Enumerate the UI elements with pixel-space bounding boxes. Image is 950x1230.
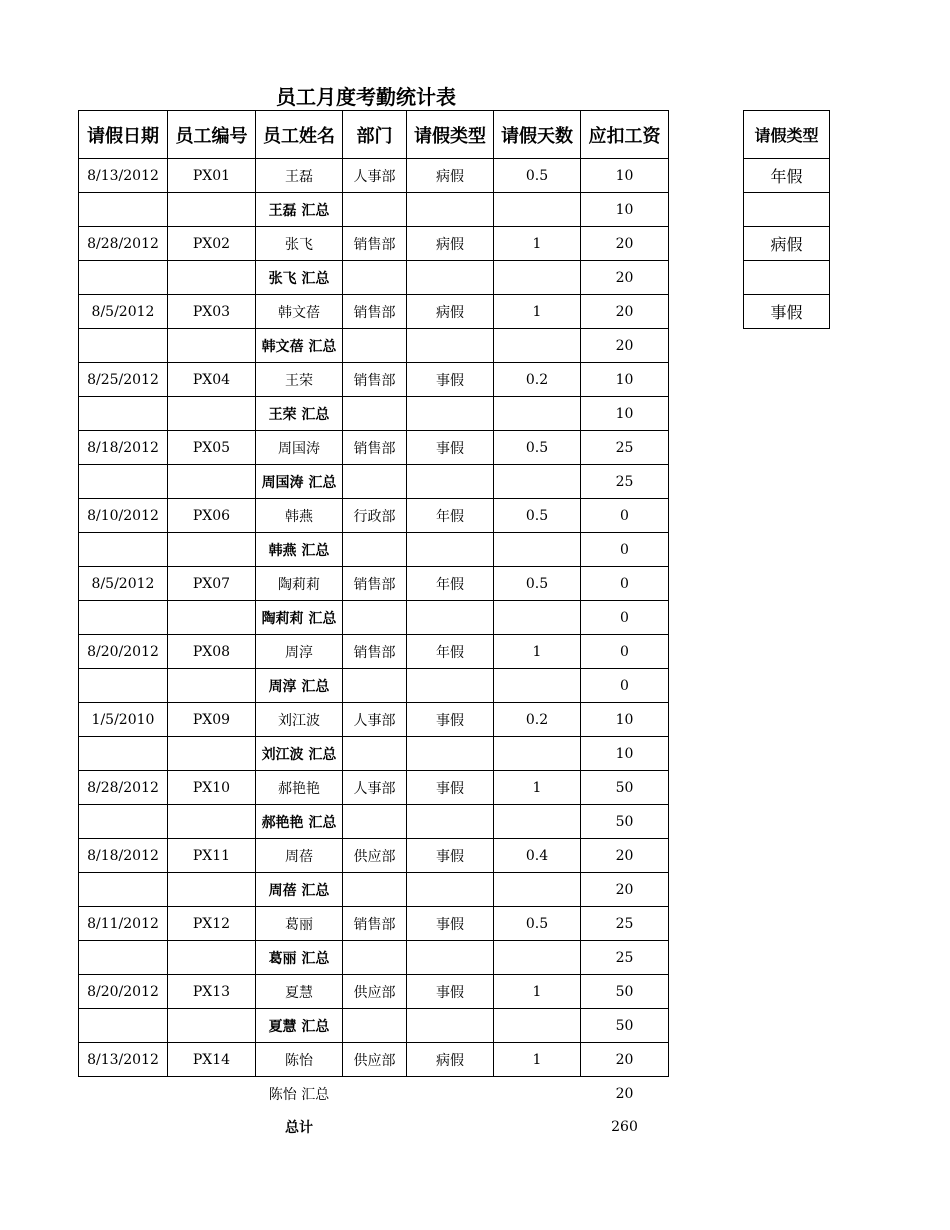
employee-id-cell[interactable]	[168, 737, 256, 771]
leave-type-cell[interactable]: 病假	[407, 227, 494, 261]
deduct-cell[interactable]: 50	[581, 1009, 669, 1043]
deduct-cell[interactable]: 10	[581, 363, 669, 397]
deduct-cell[interactable]: 25	[581, 941, 669, 975]
leave-days-cell[interactable]: 0.4	[494, 839, 581, 873]
employee-id-cell[interactable]	[168, 533, 256, 567]
date-cell[interactable]	[79, 465, 168, 499]
department-cell[interactable]	[343, 397, 407, 431]
employee-id-cell[interactable]: PX08	[168, 635, 256, 669]
name-cell[interactable]: 陈怡	[256, 1043, 343, 1077]
name-cell[interactable]: 张飞 汇总	[256, 261, 343, 295]
name-cell[interactable]: 刘江波	[256, 703, 343, 737]
table-row	[79, 1043, 669, 1077]
employee-id-cell[interactable]: PX12	[168, 907, 256, 941]
leave-type-cell[interactable]: 事假	[407, 907, 494, 941]
table-cell[interactable]	[168, 1077, 256, 1111]
employee-id-cell[interactable]	[168, 805, 256, 839]
employee-id-cell[interactable]	[168, 1009, 256, 1043]
employee-id-cell[interactable]	[168, 873, 256, 907]
employee-id-cell[interactable]: PX11	[168, 839, 256, 873]
name-cell[interactable]: 韩文蓓 汇总	[256, 329, 343, 363]
table-row	[79, 499, 669, 533]
leave-days-cell[interactable]	[494, 805, 581, 839]
name-cell[interactable]: 王荣 汇总	[256, 397, 343, 431]
side-header-row	[744, 111, 830, 159]
leave-days-cell[interactable]	[494, 737, 581, 771]
name-cell[interactable]: 周淳	[256, 635, 343, 669]
employee-id-cell[interactable]: PX01	[168, 159, 256, 193]
subtotal-row	[79, 465, 669, 499]
subtotal-name-cell[interactable]: 陈怡 汇总	[268, 1086, 330, 1103]
deduct-cell[interactable]: 0	[581, 567, 669, 601]
name-cell[interactable]: 周蓓 汇总	[256, 873, 343, 907]
date-cell[interactable]	[79, 805, 168, 839]
leave-days-cell[interactable]: 0.2	[494, 363, 581, 397]
name-cell[interactable]: 葛丽	[256, 907, 343, 941]
leave-type-cell[interactable]	[407, 737, 494, 771]
leave-type-cell[interactable]	[407, 193, 494, 227]
header-leave-type[interactable]: 请假类型	[407, 111, 494, 159]
side-row	[744, 227, 830, 261]
leave-days-cell[interactable]: 1	[494, 227, 581, 261]
side-cell[interactable]	[744, 261, 830, 295]
leave-type-cell[interactable]	[407, 941, 494, 975]
name-cell[interactable]: 周蓓	[256, 839, 343, 873]
name-cell[interactable]: 韩燕 汇总	[256, 533, 343, 567]
header-salary-deduction[interactable]: 应扣工资	[581, 111, 669, 159]
deduct-cell[interactable]: 20	[581, 295, 669, 329]
deduct-cell[interactable]: 25	[581, 907, 669, 941]
leave-type-cell[interactable]	[407, 1009, 494, 1043]
deduct-cell[interactable]: 25	[581, 431, 669, 465]
leave-days-cell[interactable]	[494, 397, 581, 431]
leave-type-cell[interactable]	[407, 805, 494, 839]
subtotal-row	[79, 193, 669, 227]
employee-id-cell[interactable]	[168, 329, 256, 363]
header-leave-date[interactable]: 请假日期	[79, 111, 168, 159]
leave-type-cell[interactable]: 事假	[407, 771, 494, 805]
deduct-cell[interactable]: 10	[581, 193, 669, 227]
date-cell[interactable]: 8/13/2012	[79, 1043, 168, 1077]
department-cell[interactable]	[343, 1009, 407, 1043]
department-cell[interactable]	[343, 465, 407, 499]
side-cell[interactable]: 年假	[744, 159, 830, 193]
name-cell[interactable]: 张飞	[256, 227, 343, 261]
side-cell[interactable]: 病假	[744, 227, 830, 261]
grand-total-value[interactable]: 260	[611, 1118, 638, 1135]
department-cell[interactable]: 人事部	[343, 771, 407, 805]
leave-type-cell[interactable]	[407, 329, 494, 363]
date-cell[interactable]	[79, 397, 168, 431]
date-cell[interactable]: 8/28/2012	[79, 227, 168, 261]
subtotal-row	[79, 669, 669, 703]
leave-days-cell[interactable]	[494, 261, 581, 295]
leave-type-cell[interactable]	[407, 261, 494, 295]
employee-id-cell[interactable]: PX06	[168, 499, 256, 533]
subtotal-row	[79, 533, 669, 567]
date-cell[interactable]	[79, 941, 168, 975]
table-cell[interactable]	[79, 1110, 168, 1143]
table-cell[interactable]	[494, 1077, 581, 1111]
name-cell[interactable]: 王磊 汇总	[256, 193, 343, 227]
date-cell[interactable]	[79, 1009, 168, 1043]
deduct-cell[interactable]: 0	[581, 499, 669, 533]
date-cell[interactable]: 8/20/2012	[79, 635, 168, 669]
employee-id-cell[interactable]	[168, 397, 256, 431]
side-cell[interactable]: 事假	[744, 295, 830, 329]
header-department[interactable]: 部门	[343, 111, 407, 159]
attendance-table	[78, 110, 669, 1143]
table-row	[79, 567, 669, 601]
leave-days-cell[interactable]: 1	[494, 1043, 581, 1077]
deduct-cell[interactable]: 0	[581, 601, 669, 635]
date-cell[interactable]: 1/5/2010	[79, 703, 168, 737]
department-cell[interactable]	[343, 737, 407, 771]
deduct-cell[interactable]: 25	[581, 465, 669, 499]
department-cell[interactable]: 销售部	[343, 907, 407, 941]
table-row	[79, 635, 669, 669]
department-cell[interactable]: 供应部	[343, 975, 407, 1009]
table-cell[interactable]	[407, 1077, 494, 1111]
leave-days-cell[interactable]: 0.5	[494, 907, 581, 941]
department-cell[interactable]: 销售部	[343, 431, 407, 465]
deduct-cell[interactable]: 10	[581, 737, 669, 771]
date-cell[interactable]: 8/18/2012	[79, 431, 168, 465]
department-cell[interactable]: 人事部	[343, 703, 407, 737]
employee-id-cell[interactable]: PX09	[168, 703, 256, 737]
department-cell[interactable]	[343, 193, 407, 227]
leave-type-cell[interactable]: 事假	[407, 363, 494, 397]
subtotal-row	[79, 601, 669, 635]
table-row	[79, 159, 669, 193]
leave-type-cell[interactable]: 年假	[407, 635, 494, 669]
deduct-cell[interactable]: 20	[581, 839, 669, 873]
table-cell[interactable]	[494, 1110, 581, 1143]
subtotal-row	[79, 805, 669, 839]
side-row	[744, 261, 830, 295]
employee-id-cell[interactable]	[168, 465, 256, 499]
leave-type-cell[interactable]: 病假	[407, 1043, 494, 1077]
deduct-cell[interactable]: 10	[581, 397, 669, 431]
leave-days-cell[interactable]: 1	[494, 295, 581, 329]
department-cell[interactable]	[343, 669, 407, 703]
table-row	[79, 771, 669, 805]
name-cell[interactable]: 郝艳艳 汇总	[256, 805, 343, 839]
employee-id-cell[interactable]: PX05	[168, 431, 256, 465]
leave-type-cell[interactable]	[407, 873, 494, 907]
leave-type-cell[interactable]: 病假	[407, 159, 494, 193]
date-cell[interactable]: 8/10/2012	[79, 499, 168, 533]
leave-days-cell[interactable]: 1	[494, 635, 581, 669]
employee-id-cell[interactable]: PX02	[168, 227, 256, 261]
deduct-cell[interactable]: 20	[581, 329, 669, 363]
date-cell[interactable]: 8/13/2012	[79, 159, 168, 193]
department-cell[interactable]: 供应部	[343, 1043, 407, 1077]
leave-type-cell[interactable]	[407, 601, 494, 635]
leave-type-cell[interactable]: 事假	[407, 431, 494, 465]
name-cell[interactable]: 周淳 汇总	[256, 669, 343, 703]
deduct-cell[interactable]: 50	[581, 771, 669, 805]
date-cell[interactable]: 8/18/2012	[79, 839, 168, 873]
header-row	[79, 111, 669, 159]
name-cell[interactable]: 刘江波 汇总	[256, 737, 343, 771]
name-cell[interactable]: 陶莉莉	[256, 567, 343, 601]
deduct-cell[interactable]: 0	[581, 635, 669, 669]
subtotal-row	[79, 1009, 669, 1043]
subtotal-deduct-cell[interactable]: 20	[615, 1085, 634, 1102]
deduct-cell[interactable]: 20	[581, 1043, 669, 1077]
date-cell[interactable]	[79, 669, 168, 703]
leave-days-cell[interactable]	[494, 329, 581, 363]
table-cell[interactable]	[407, 1110, 494, 1143]
deduct-cell[interactable]: 50	[581, 805, 669, 839]
subtotal-row	[79, 737, 669, 771]
department-cell[interactable]: 销售部	[343, 635, 407, 669]
header-employee-id[interactable]: 员工编号	[168, 111, 256, 159]
leave-type-cell[interactable]: 年假	[407, 567, 494, 601]
leave-type-cell[interactable]	[407, 397, 494, 431]
name-cell[interactable]: 陶莉莉 汇总	[256, 601, 343, 635]
department-cell[interactable]: 销售部	[343, 227, 407, 261]
deduct-cell[interactable]: 20	[581, 261, 669, 295]
date-cell[interactable]	[79, 193, 168, 227]
department-cell[interactable]	[343, 873, 407, 907]
table-cell[interactable]	[343, 1077, 407, 1111]
department-cell[interactable]	[343, 261, 407, 295]
table-row	[79, 703, 669, 737]
header-leave-days[interactable]: 请假天数	[494, 111, 581, 159]
leave-days-cell[interactable]: 1	[494, 975, 581, 1009]
leave-days-cell[interactable]	[494, 941, 581, 975]
department-cell[interactable]: 销售部	[343, 567, 407, 601]
table-cell[interactable]	[168, 1110, 256, 1143]
employee-id-cell[interactable]: PX04	[168, 363, 256, 397]
table-row	[79, 907, 669, 941]
leave-type-cell[interactable]: 病假	[407, 295, 494, 329]
leave-type-cell[interactable]	[407, 533, 494, 567]
deduct-cell[interactable]: 0	[581, 669, 669, 703]
leave-days-cell[interactable]	[494, 1009, 581, 1043]
date-cell[interactable]	[79, 737, 168, 771]
side-cell[interactable]	[744, 193, 830, 227]
employee-id-cell[interactable]: PX13	[168, 975, 256, 1009]
leave-days-cell[interactable]: 0.5	[494, 431, 581, 465]
leave-days-cell[interactable]	[494, 873, 581, 907]
leave-days-cell[interactable]: 0.5	[494, 159, 581, 193]
leave-days-cell[interactable]	[494, 193, 581, 227]
deduct-cell[interactable]: 10	[581, 159, 669, 193]
date-cell[interactable]	[79, 329, 168, 363]
employee-id-cell[interactable]	[168, 193, 256, 227]
date-cell[interactable]: 8/11/2012	[79, 907, 168, 941]
name-cell[interactable]: 周国涛	[256, 431, 343, 465]
name-cell[interactable]: 葛丽 汇总	[256, 941, 343, 975]
table-row	[79, 295, 669, 329]
subtotal-row	[79, 261, 669, 295]
employee-id-cell[interactable]	[168, 601, 256, 635]
table-row	[79, 431, 669, 465]
name-cell[interactable]: 郝艳艳	[256, 771, 343, 805]
deduct-cell[interactable]: 20	[581, 227, 669, 261]
side-row	[744, 159, 830, 193]
table-row	[79, 839, 669, 873]
department-cell[interactable]: 人事部	[343, 159, 407, 193]
deduct-cell[interactable]: 50	[581, 975, 669, 1009]
department-cell[interactable]: 行政部	[343, 499, 407, 533]
date-cell[interactable]	[79, 873, 168, 907]
date-cell[interactable]	[79, 261, 168, 295]
employee-id-cell[interactable]: PX10	[168, 771, 256, 805]
employee-id-cell[interactable]: PX03	[168, 295, 256, 329]
subtotal-row	[79, 329, 669, 363]
table-row	[79, 227, 669, 261]
side-row	[744, 193, 830, 227]
date-cell[interactable]: 8/28/2012	[79, 771, 168, 805]
name-cell[interactable]: 夏慧	[256, 975, 343, 1009]
side-row	[744, 295, 830, 329]
department-cell[interactable]	[343, 601, 407, 635]
table-cell[interactable]	[343, 1110, 407, 1143]
last-subtotal-row	[79, 1077, 669, 1111]
leave-type-cell[interactable]: 事假	[407, 703, 494, 737]
leave-days-cell[interactable]	[494, 601, 581, 635]
deduct-cell[interactable]: 10	[581, 703, 669, 737]
leave-days-cell[interactable]: 1	[494, 771, 581, 805]
side-header-leave-type[interactable]: 请假类型	[744, 111, 830, 159]
deduct-cell[interactable]: 20	[581, 873, 669, 907]
leave-days-cell[interactable]: 0.5	[494, 499, 581, 533]
department-cell[interactable]	[343, 805, 407, 839]
name-cell[interactable]: 王荣	[256, 363, 343, 397]
employee-id-cell[interactable]	[168, 941, 256, 975]
name-cell[interactable]: 韩燕	[256, 499, 343, 533]
name-cell[interactable]: 王磊	[256, 159, 343, 193]
leave-type-table	[743, 110, 830, 329]
name-cell[interactable]: 韩文蓓	[256, 295, 343, 329]
table-row	[79, 363, 669, 397]
table-body	[79, 159, 669, 1077]
date-cell[interactable]	[79, 533, 168, 567]
name-cell[interactable]: 周国涛 汇总	[256, 465, 343, 499]
department-cell[interactable]	[343, 329, 407, 363]
leave-type-cell[interactable]: 事假	[407, 975, 494, 1009]
sheet-title: 员工月度考勤统计表	[276, 85, 456, 109]
date-cell[interactable]	[79, 601, 168, 635]
table-cell[interactable]	[79, 1077, 168, 1111]
leave-days-cell[interactable]	[494, 533, 581, 567]
date-cell[interactable]: 8/5/2012	[79, 567, 168, 601]
leave-type-cell[interactable]	[407, 465, 494, 499]
table-row	[79, 975, 669, 1009]
leave-days-cell[interactable]	[494, 669, 581, 703]
employee-id-cell[interactable]	[168, 261, 256, 295]
employee-id-cell[interactable]: PX14	[168, 1043, 256, 1077]
deduct-cell[interactable]: 0	[581, 533, 669, 567]
leave-type-cell[interactable]: 年假	[407, 499, 494, 533]
date-cell[interactable]: 8/25/2012	[79, 363, 168, 397]
date-cell[interactable]: 8/20/2012	[79, 975, 168, 1009]
leave-days-cell[interactable]	[494, 465, 581, 499]
employee-id-cell[interactable]	[168, 669, 256, 703]
grand-total-row	[79, 1110, 669, 1143]
leave-type-cell[interactable]	[407, 669, 494, 703]
department-cell[interactable]	[343, 941, 407, 975]
subtotal-row	[79, 941, 669, 975]
date-cell[interactable]: 8/5/2012	[79, 295, 168, 329]
department-cell[interactable]: 销售部	[343, 295, 407, 329]
department-cell[interactable]	[343, 533, 407, 567]
department-cell[interactable]: 销售部	[343, 363, 407, 397]
grand-total-label[interactable]: 总计	[285, 1119, 313, 1136]
leave-days-cell[interactable]: 0.5	[494, 567, 581, 601]
name-cell[interactable]: 夏慧 汇总	[256, 1009, 343, 1043]
department-cell[interactable]: 供应部	[343, 839, 407, 873]
leave-days-cell[interactable]: 0.2	[494, 703, 581, 737]
employee-id-cell[interactable]: PX07	[168, 567, 256, 601]
subtotal-row	[79, 397, 669, 431]
header-employee-name[interactable]: 员工姓名	[256, 111, 343, 159]
leave-type-cell[interactable]: 事假	[407, 839, 494, 873]
subtotal-row	[79, 873, 669, 907]
